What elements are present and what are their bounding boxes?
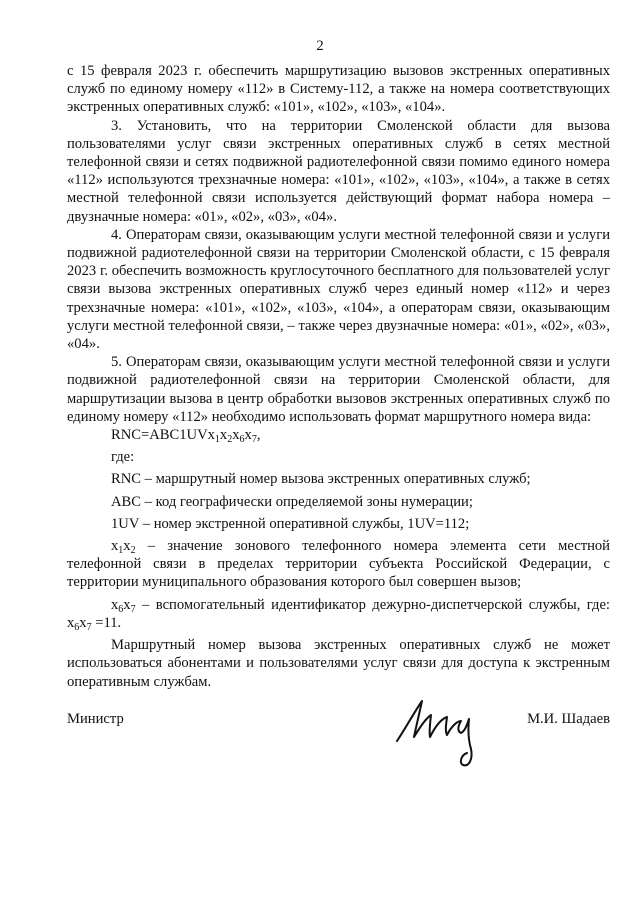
routing-formula: $RNC=ABC1UVx_1x_2x_6x_7$, xyxy=(111,427,261,446)
document-body xyxy=(67,62,610,691)
paragraph-3: 3. Установить, что на территории Смоленской области для вызова пользователями услуг связи экстренных оперативных служб в сетях местной телефонной связи и сетях подвижной радиотелефонной связи помимо единого номера «112» используются трехзначные номера: «101», «102», «103», «104», а также в сетях местной телефонной связи используется действующий формат набора номера – двузначные номера: «01», «02», «03», «04». xyxy=(67,117,610,225)
definition-rnc: RNC – маршрутный номер вызова экстренных оперативных служб; xyxy=(111,471,531,488)
minister-title: Министр xyxy=(67,711,124,727)
paragraph-continuation: с 15 февраля 2023 г. обеспечить маршрутизацию вызовов экстренных оперативных служб по единому номеру «112» в Систему-112, а также на номера соответствующих экстренных оперативных служб: «101», «102», «103», «104». xyxy=(67,63,610,116)
signature-block xyxy=(67,693,610,783)
page-number: 2 xyxy=(316,38,324,54)
minister-name: М.И. Шадаев xyxy=(527,711,610,727)
definition-uv: 1UV – номер экстренной оперативной службы, 1UV=112; xyxy=(111,515,470,532)
handwritten-signature xyxy=(389,693,499,773)
paragraph-4: 4. Операторам связи, оказывающим услуги местной телефонной связи и услуги подвижной радиотелефонной связи на территории Смоленской области, с 15 февраля 2023 г. обеспечить возможность круглосуточного бесплатного для пользователей услуг связи вызова экстренных оперативных служб через единый номер «112» и через трехзначные номера: «101», «102», «103», «104», а операторам связи, оказывающим услуги местной телефонной связи, – также через двузначные номера: «01», «02», «03», «04». xyxy=(67,226,610,353)
definition-abc: ABC – код географически определяемой зоны нумерации; xyxy=(111,493,473,510)
paragraph-5: 5. Операторам связи, оказывающим услуги местной телефонной связи и услуги подвижной радиотелефонной связи на территории Смоленской области, для маршрутизации вызова в центр обработки вызовов экстренных оперативных служб по единому номеру «112» необходимо использовать формат маршрутного номера вида: xyxy=(67,354,610,425)
closing-paragraph: Маршрутный номер вызова экстренных оперативных служб не может использоваться абонентами и пользователями услуг связи для доступа к экстренным оперативным службам. xyxy=(67,637,610,690)
definition-x1x2: $x_1x_2$ – значение зонового телефонного номера элемента сети местной телефонной связи в пределах территории субъекта Российской Федерации, с территории муниципального образования которого был совершен вызов; xyxy=(67,538,610,591)
definition-x6x7: $x_6x_7$ – вспомогательный идентификатор дежурно-диспетчерской службы, где: $x_6x_7 =11$. xyxy=(67,596,610,633)
where-label: где: xyxy=(111,449,135,466)
